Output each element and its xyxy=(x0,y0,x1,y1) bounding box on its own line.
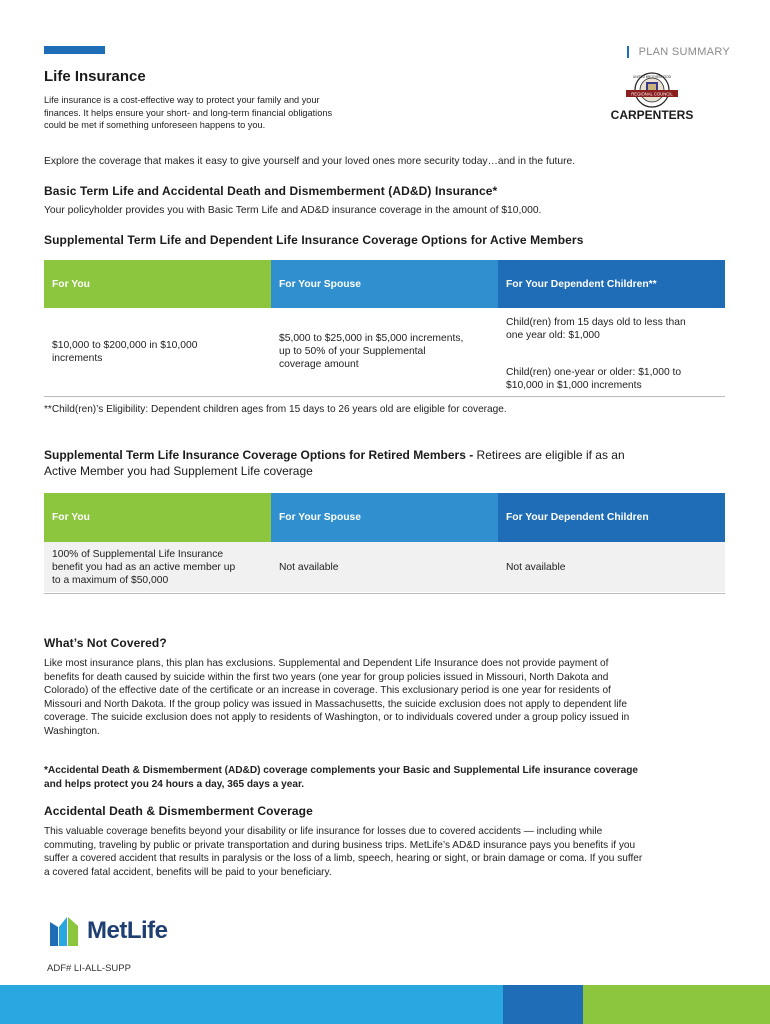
plan-summary-label xyxy=(627,46,730,58)
supplemental-active-heading: Supplemental Term Life and Dependent Life Insurance Coverage Options for Active Members xyxy=(44,233,584,247)
basic-text: Your policyholder provides you with Basic Term Life and AD&D insurance coverage in the amount of $10,000. xyxy=(44,205,542,216)
col-for-spouse: For Your Spouse xyxy=(271,260,498,308)
text-line: benefits for death caused by suicide within the first two years (one year for group policies issued in Missouri, North Dakota and xyxy=(44,671,609,683)
retired-options-table xyxy=(44,493,725,592)
retired-heading-bold: Supplemental Term Life Insurance Coverage Options for Retired Members - xyxy=(44,448,474,462)
col-for-you: For You xyxy=(44,493,271,542)
cell-line: $10,000 in $1,000 increments xyxy=(506,380,642,391)
table-header-row xyxy=(44,260,725,308)
page-title: Life Insurance xyxy=(44,68,146,85)
cell-children xyxy=(498,308,725,396)
not-covered-text xyxy=(44,657,734,738)
text-line: This valuable coverage benefits beyond your disability or life insurance for losses due to covered accidents — including while xyxy=(44,826,603,837)
table-bottom-rule xyxy=(44,396,725,397)
not-covered-heading: What’s Not Covered? xyxy=(44,636,167,650)
cell-gap xyxy=(506,342,717,366)
text-line: commuting, traveling by public or private transportation and during business trips. MetLife’s AD&D insurance pays you benefits if you xyxy=(44,839,636,851)
intro-line: Life insurance is a cost-effective way to protect your family and your xyxy=(44,95,320,105)
footer-strip-blue xyxy=(503,985,583,1024)
text-line: a covered fatal accident, benefits will be paid to your beneficiary. xyxy=(44,866,332,878)
table-row xyxy=(44,308,725,396)
logo-word: CARPENTERS xyxy=(610,108,694,122)
divider xyxy=(627,46,629,58)
intro-paragraph xyxy=(44,94,374,132)
table-row xyxy=(44,542,725,592)
carpenters-logo xyxy=(610,72,694,122)
cell-spouse: Not available xyxy=(271,542,498,592)
explore-text: Explore the coverage that makes it easy to give yourself and your loved ones more security today…and in the future. xyxy=(44,156,576,167)
cell-line: increments xyxy=(52,352,103,364)
cell-line: coverage amount xyxy=(279,359,359,371)
text-line: suffer a covered accident that results in paralysis or the loss of a limb, speech, hearing or sight, or brain damage or coma. If you suffer xyxy=(44,853,643,864)
text-line: Like most insurance plans, this plan has exclusions. Supplemental and Dependent Life Insurance does not provide payment of xyxy=(44,658,609,669)
col-for-you: For You xyxy=(44,260,271,308)
cell-line: Child(ren) one-year or older: $1,000 to xyxy=(506,367,682,378)
metlife-logo xyxy=(48,914,168,948)
cell-you xyxy=(44,542,271,592)
logo-ring-text: REGIONAL COUNCIL xyxy=(631,91,673,97)
col-for-children: For Your Dependent Children** xyxy=(498,260,725,308)
cell-children: Not available xyxy=(498,542,725,592)
supplemental-retired-heading xyxy=(44,447,724,479)
cell-line: $5,000 to $25,000 in $5,000 increments, xyxy=(279,333,464,345)
plan-summary-text: PLAN SUMMARY xyxy=(638,46,730,58)
adf-code: ADF# LI-ALL-SUPP xyxy=(47,963,131,974)
metlife-mark-icon xyxy=(48,914,82,948)
col-for-children: For Your Dependent Children xyxy=(498,493,725,542)
text-line: Colorado) of the effective date of the certificate or an increase in coverage. This exclusionary period is one year for residents of xyxy=(44,685,611,696)
table-header-row xyxy=(44,493,725,542)
add-note xyxy=(44,764,744,791)
text-line: Missouri and North Dakota. If the group policy was issued in Massachusetts, the suicide exclusion does not apply to dependent life xyxy=(44,698,627,710)
cell-spouse xyxy=(271,308,498,396)
intro-line: finances. It helps ensure your short- and long-term financial obligations xyxy=(44,107,333,118)
text-line: coverage. The suicide exclusion does not apply to residents of Washington, or to individuals covered under a group policy issued in xyxy=(44,712,630,723)
metlife-wordmark: MetLife xyxy=(87,917,168,944)
cell-line: Child(ren) from 15 days old to less than xyxy=(506,317,686,328)
text-line: Washington. xyxy=(44,725,100,737)
logo-top-text: UNITED BROTHERHOOD xyxy=(633,75,671,79)
cell-line: up to 50% of your Supplemental xyxy=(279,346,426,358)
cell-line: benefit you had as an active member up xyxy=(52,561,236,573)
retired-heading-rest-2: Active Member you had Supplement Life coverage xyxy=(44,464,313,478)
text-line: and helps protect you 24 hours a day, 365 days a year. xyxy=(44,778,305,790)
cell-line: 100% of Supplemental Life Insurance xyxy=(52,548,224,560)
table-bottom-rule xyxy=(44,593,725,594)
col-for-spouse: For Your Spouse xyxy=(271,493,498,542)
cell-you xyxy=(44,308,271,396)
add-coverage-text xyxy=(44,825,744,879)
footer-strip-green xyxy=(583,985,770,1024)
cell-line: $10,000 to $200,000 in $10,000 xyxy=(52,339,198,351)
children-footnote: **Child(ren)’s Eligibility: Dependent children ages from 15 days to 26 years old are eligible for coverage. xyxy=(44,404,507,415)
text-line: *Accidental Death & Dismemberment (AD&D) coverage complements your Basic and Supplemental Life insurance coverage xyxy=(44,765,639,776)
active-options-table xyxy=(44,260,725,397)
top-accent-bar xyxy=(44,46,105,54)
footer-strip-sky xyxy=(0,985,503,1024)
retired-heading-rest: Retirees are eligible if as an xyxy=(473,448,625,462)
cell-line: one year old: $1,000 xyxy=(506,330,600,341)
intro-line: could be met if something unforeseen happens to you. xyxy=(44,120,266,130)
basic-heading: Basic Term Life and Accidental Death and Dismemberment (AD&D) Insurance* xyxy=(44,184,498,198)
cell-line: to a maximum of $50,000 xyxy=(52,574,169,586)
add-coverage-heading: Accidental Death & Dismemberment Coverage xyxy=(44,804,313,818)
